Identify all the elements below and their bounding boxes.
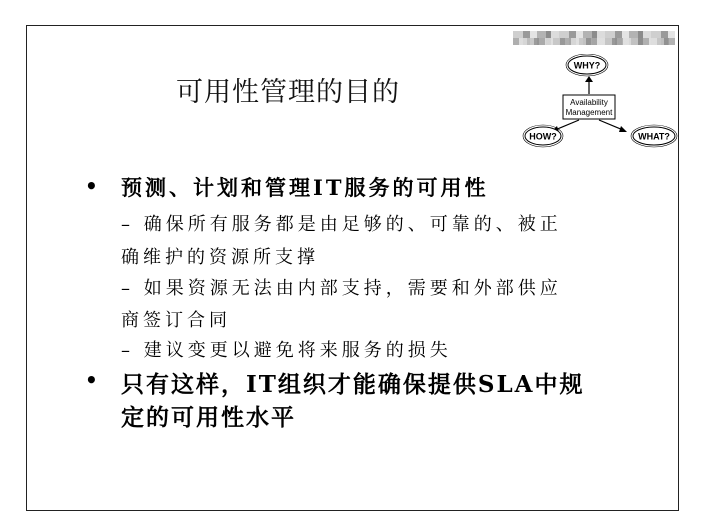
center-label-line2: Management [565,108,613,117]
bullet-2-line-1: 只有这样，IT组织才能确保提供SLA中规 [121,371,585,398]
sub-line-2: 确维护的资源所支撑 [121,247,319,268]
availability-cycle-diagram [519,54,684,154]
how-label: HOW? [529,131,557,142]
availability-management-node [563,95,615,119]
bullet-1-heading: 预测、计划和管理IT服务的可用性 [121,175,489,200]
how-node [523,125,563,147]
sub-line-1: – 确保所有服务都是由足够的、可靠的、被正 [121,214,562,235]
what-label: WHAT? [638,131,670,142]
what-node [631,125,677,147]
pixelated-banner [513,31,675,45]
bullet-2-line-2: 定的可用性水平 [121,404,296,431]
why-node [566,54,608,76]
bullet-marker: • [85,174,98,198]
bullet-marker: • [85,368,98,392]
page-title: 可用性管理的目的 [176,77,400,108]
center-label-line1: Availability [570,98,608,107]
sub-line-5: – 建议变更以避免将来服务的损失 [121,340,452,361]
why-label: WHY? [573,60,601,71]
sub-line-3: – 如果资源无法由内部支持，需要和外部供应 [121,278,562,299]
sub-line-4: 商签订合同 [121,310,231,331]
